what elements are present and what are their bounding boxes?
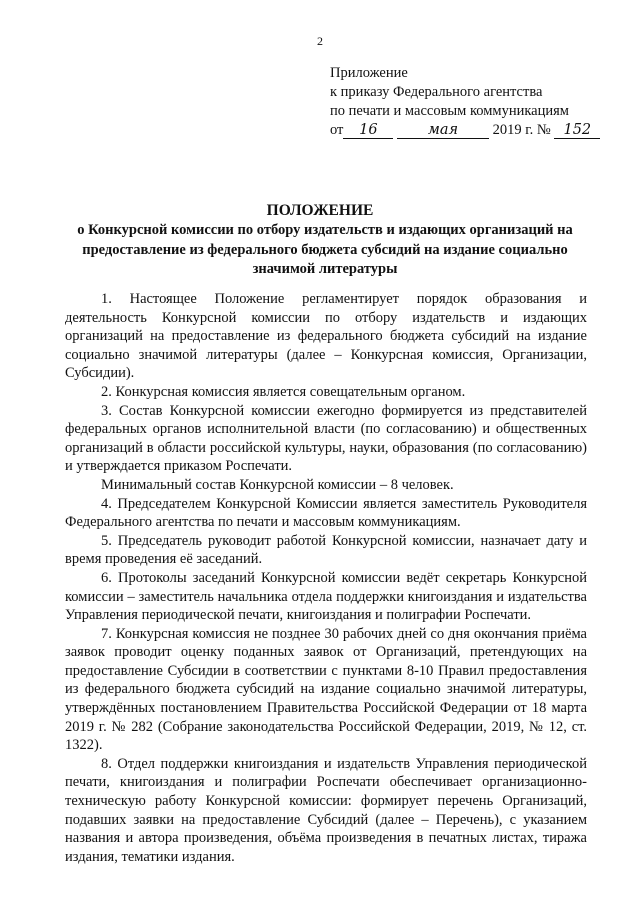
page-number: 2 xyxy=(317,34,323,48)
paragraph-2: 2. Конкурсная комиссия является совещательным органом. xyxy=(101,383,466,400)
paragraph-1: 1. Настоящее Положение регламентирует порядок образования и деятельность Конкурсной комиссии по отбору издательств и издающих организаций на предоставление из федерального бюджета субсидий на издание социально значимой литературы (далее – Конкурсная комиссия, Организации, Субсидии). xyxy=(65,291,587,382)
document-title: ПОЛОЖЕНИЕ xyxy=(266,202,374,219)
handwritten-day: 16 xyxy=(343,122,393,139)
appendix-line-2: к приказу Федерального агентства xyxy=(330,84,543,100)
document-body xyxy=(65,290,587,866)
paragraph-3-min: Минимальный состав Конкурсной комиссии – 8 человек. xyxy=(101,476,454,493)
document-subtitle: о Конкурсной комиссии по отбору издательств и издающих организаций на предоставление из федерального бюджета субсидий на издание социально значимой литературы xyxy=(77,222,573,277)
paragraph-3: 3. Состав Конкурсной комиссии ежегодно формируется из представителей федеральных органов исполнительной власти (по согласованию) и общественных организаций в области российской культуры, науки, образования (по согласованию) и утверждается приказом Роспечати. xyxy=(65,402,587,475)
year-text: 2019 г. № xyxy=(492,122,551,138)
appendix-line-3: по печати и массовым коммуникациям xyxy=(330,103,569,119)
handwritten-order-number: 152 xyxy=(554,122,600,139)
paragraph-8: 8. Отдел поддержки книгоиздания и издательств Управления периодической печати, книгоиздания и полиграфии Роспечати обеспечивает организационно-техническую работу Конкурсной комиссии: формирует перечень Организаций, подавших заявки на предоставление Субсидий (далее – Перечень), с указанием названия и автора произведения, объёма произведения в печатных листах, тиража издания, тематики издания. xyxy=(65,755,587,865)
appendix-block xyxy=(330,64,600,140)
handwritten-month: мая xyxy=(397,122,489,139)
date-prefix: от xyxy=(330,122,344,138)
paragraph-6: 6. Протоколы заседаний Конкурсной комиссии ведёт секретарь Конкурсной комиссии – заместитель начальника отдела поддержки книгоиздания и издательства Управления периодической печати, книгоиздания и полиграфии Роспечати. xyxy=(65,569,587,624)
paragraph-4: 4. Председателем Конкурсной Комиссии является заместитель Руководителя Федерального агентства по печати и массовым коммуникациям. xyxy=(65,495,587,531)
appendix-date-line xyxy=(330,121,600,140)
paragraph-7: 7. Конкурсная комиссия не позднее 30 рабочих дней со дня окончания приёма заявок проводит оценку поданных заявок от Организаций, претендующих на предоставление Субсидии в соответствии с пунктами 8-10 Правил предоставления из федерального бюджета субсидий на издание социально значимой литературы, утверждённых постановлением Правительства Российской Федерации от 18 марта 2019 г. № 282 (Собрание законодательства Российской Федерации, 2019, № 12, ст. 1322). xyxy=(65,625,587,754)
appendix-line-1: Приложение xyxy=(330,65,408,81)
paragraph-5: 5. Председатель руководит работой Конкурсной комиссии, назначает дату и время проведения её заседаний. xyxy=(65,532,587,568)
